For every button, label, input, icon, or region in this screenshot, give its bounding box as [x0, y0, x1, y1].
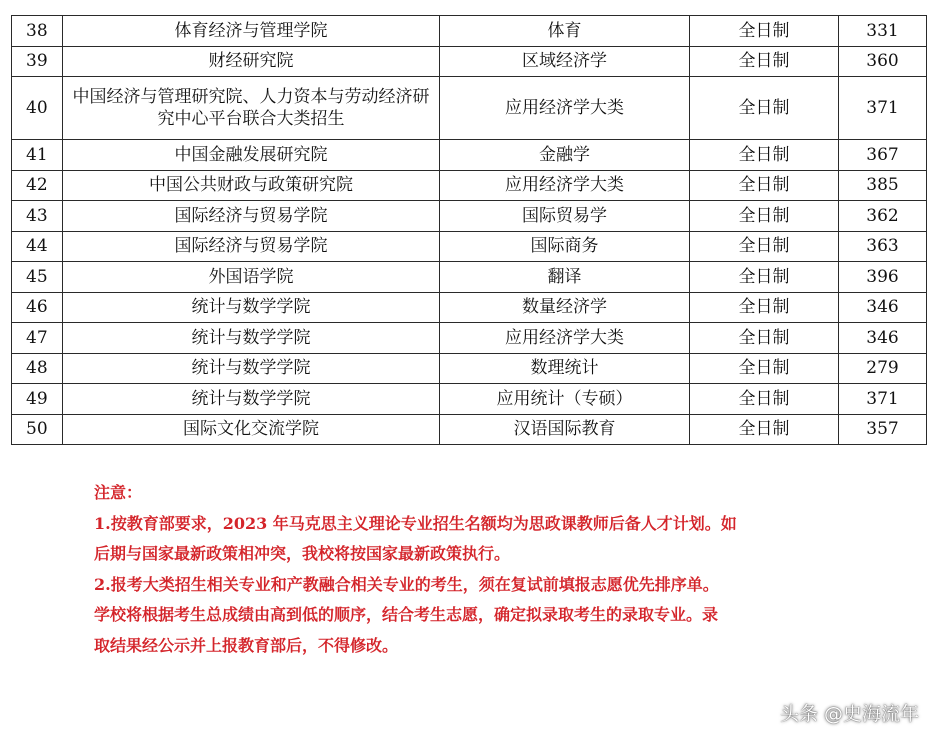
- table-row: [12, 77, 927, 140]
- row-number: 50: [12, 414, 63, 445]
- college-name: 国际经济与贸易学院: [63, 231, 440, 262]
- min-score: 367: [839, 140, 927, 171]
- college-name: 中国公共财政与政策研究院: [63, 170, 440, 201]
- college-name: 统计与数学学院: [63, 384, 440, 415]
- min-score: 371: [839, 77, 927, 140]
- study-mode: 全日制: [690, 140, 839, 171]
- study-mode: 全日制: [690, 201, 839, 232]
- admission-score-table: [11, 15, 927, 445]
- major-name: 数量经济学: [440, 292, 690, 323]
- min-score: 363: [839, 231, 927, 262]
- college-name: 国际文化交流学院: [63, 414, 440, 445]
- notes-line: 1.按教育部要求，2023 年马克思主义理论专业招生名额均为思政课教师后备人才计划。如: [94, 513, 737, 533]
- major-name: 汉语国际教育: [440, 414, 690, 445]
- notes-line: 学校将根据考生总成绩由高到低的顺序，结合考生志愿，确定拟录取考生的录取专业。录: [94, 605, 719, 625]
- major-name: 体育: [440, 16, 690, 47]
- min-score: 396: [839, 262, 927, 293]
- major-name: 翻译: [440, 262, 690, 293]
- table-row: [12, 414, 927, 445]
- table-row: [12, 292, 927, 323]
- study-mode: 全日制: [690, 16, 839, 47]
- major-name: 应用经济学大类: [440, 170, 690, 201]
- college-name: 外国语学院: [63, 262, 440, 293]
- row-number: 39: [12, 46, 63, 77]
- table-row: [12, 16, 927, 47]
- study-mode: 全日制: [690, 170, 839, 201]
- college-name: 财经研究院: [63, 46, 440, 77]
- table-row: [12, 231, 927, 262]
- major-name: 应用统计（专硕）: [440, 384, 690, 415]
- college-name: 体育经济与管理学院: [63, 16, 440, 47]
- min-score: 346: [839, 323, 927, 354]
- min-score: 279: [839, 353, 927, 384]
- study-mode: 全日制: [690, 231, 839, 262]
- min-score: 357: [839, 414, 927, 445]
- college-name: 统计与数学学院: [63, 353, 440, 384]
- row-number: 41: [12, 140, 63, 171]
- table-row: [12, 46, 927, 77]
- notes-line: 后期与国家最新政策相冲突，我校将按国家最新政策执行。: [94, 544, 511, 564]
- min-score: 371: [839, 384, 927, 415]
- row-number: 44: [12, 231, 63, 262]
- college-name: 中国经济与管理研究院、人力资本与劳动经济研究中心平台联合大类招生: [63, 77, 440, 140]
- table-row: [12, 323, 927, 354]
- row-number: 40: [12, 77, 63, 140]
- watermark: [780, 699, 919, 726]
- college-name: 统计与数学学院: [63, 292, 440, 323]
- notes-heading: 注意：: [94, 483, 143, 502]
- table-row: [12, 262, 927, 293]
- row-number: 47: [12, 323, 63, 354]
- major-name: 区域经济学: [440, 46, 690, 77]
- college-name: 国际经济与贸易学院: [63, 201, 440, 232]
- row-number: 45: [12, 262, 63, 293]
- min-score: 362: [839, 201, 927, 232]
- study-mode: 全日制: [690, 323, 839, 354]
- major-name: 金融学: [440, 140, 690, 171]
- watermark-author: @史海流年: [823, 703, 919, 725]
- row-number: 48: [12, 353, 63, 384]
- major-name: 国际贸易学: [440, 201, 690, 232]
- row-number: 46: [12, 292, 63, 323]
- study-mode: 全日制: [690, 262, 839, 293]
- major-name: 应用经济学大类: [440, 323, 690, 354]
- row-number: 42: [12, 170, 63, 201]
- study-mode: 全日制: [690, 77, 839, 140]
- row-number: 43: [12, 201, 63, 232]
- major-name: 数理统计: [440, 353, 690, 384]
- college-name: 统计与数学学院: [63, 323, 440, 354]
- table-row: [12, 170, 927, 201]
- notes-line: 取结果经公示并上报教育部后，不得修改。: [94, 635, 399, 655]
- row-number: 38: [12, 16, 63, 47]
- study-mode: 全日制: [690, 414, 839, 445]
- study-mode: 全日制: [690, 384, 839, 415]
- table-row: [12, 140, 927, 171]
- watermark-platform: 头条: [779, 703, 818, 725]
- notes-line: 2.报考大类招生相关专业和产教融合相关专业的考生，须在复试前填报志愿优先排序单。: [94, 574, 719, 594]
- min-score: 331: [839, 16, 927, 47]
- study-mode: 全日制: [690, 46, 839, 77]
- table-row: [12, 201, 927, 232]
- major-name: 应用经济学大类: [440, 77, 690, 140]
- study-mode: 全日制: [690, 353, 839, 384]
- study-mode: 全日制: [690, 292, 839, 323]
- major-name: 国际商务: [440, 231, 690, 262]
- min-score: 360: [839, 46, 927, 77]
- notes-section: [94, 478, 854, 662]
- min-score: 385: [839, 170, 927, 201]
- min-score: 346: [839, 292, 927, 323]
- college-name: 中国金融发展研究院: [63, 140, 440, 171]
- table-row: [12, 353, 927, 384]
- row-number: 49: [12, 384, 63, 415]
- table-row: [12, 384, 927, 415]
